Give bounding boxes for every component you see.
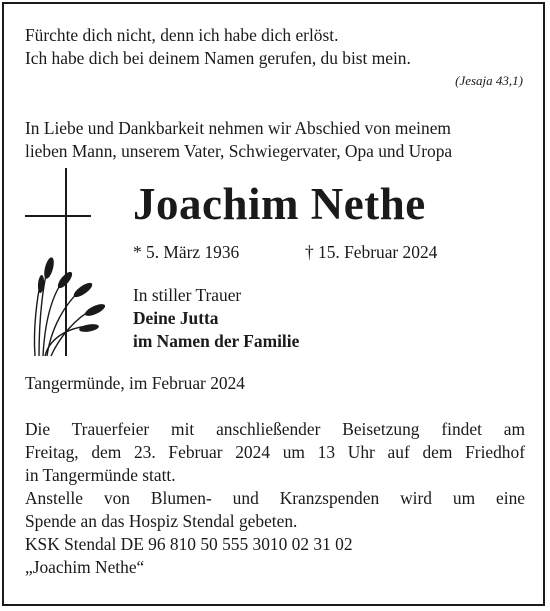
donation-reference: „Joachim Nethe“ (25, 557, 145, 577)
cross-with-grass-icon (25, 168, 105, 358)
mourners (133, 284, 299, 353)
funeral-line-4: Anstelle von Blumen- und Kranzspenden wird um eine (25, 488, 525, 508)
bank-details: KSK Stendal DE 96 810 50 555 3010 02 31 02 (25, 534, 353, 554)
intro-line-2: lieben Mann, unserem Vater, Schwiegervater, Opa und Uropa (25, 141, 453, 161)
funeral-line-1: Die Trauerfeier mit anschließender Beisetzung findet am (25, 419, 525, 439)
funeral-line-2: Freitag, dem 23. Februar 2024 um 13 Uhr auf dem Friedhof (25, 442, 525, 462)
funeral-line-5: Spende an das Hospiz Stendal gebeten. (25, 511, 298, 531)
funeral-details (25, 418, 525, 579)
verse-line-1: Fürchte dich nicht, denn ich habe dich erlöst. (25, 25, 339, 45)
verse-line-2: Ich habe dich bei deinem Namen gerufen, du bist mein. (25, 48, 411, 68)
deceased-name: Joachim Nethe (133, 179, 426, 229)
place-date: Tangermünde, im Februar 2024 (25, 373, 245, 393)
mourners-line-3: im Namen der Familie (133, 331, 300, 351)
death-date: † 15. Februar 2024 (305, 242, 438, 262)
verse-source: (Jesaja 43,1) (455, 73, 523, 88)
birth-date: * 5. März 1936 (133, 242, 240, 262)
funeral-line-3: in Tangermünde statt. (25, 465, 176, 485)
intro-line-1: In Liebe und Dankbarkeit nehmen wir Abschied von meinem (25, 118, 451, 138)
bible-verse (25, 24, 411, 70)
mourners-line-1: In stiller Trauer (133, 285, 242, 305)
farewell-intro (25, 117, 452, 163)
mourners-line-2: Deine Jutta (133, 308, 219, 328)
